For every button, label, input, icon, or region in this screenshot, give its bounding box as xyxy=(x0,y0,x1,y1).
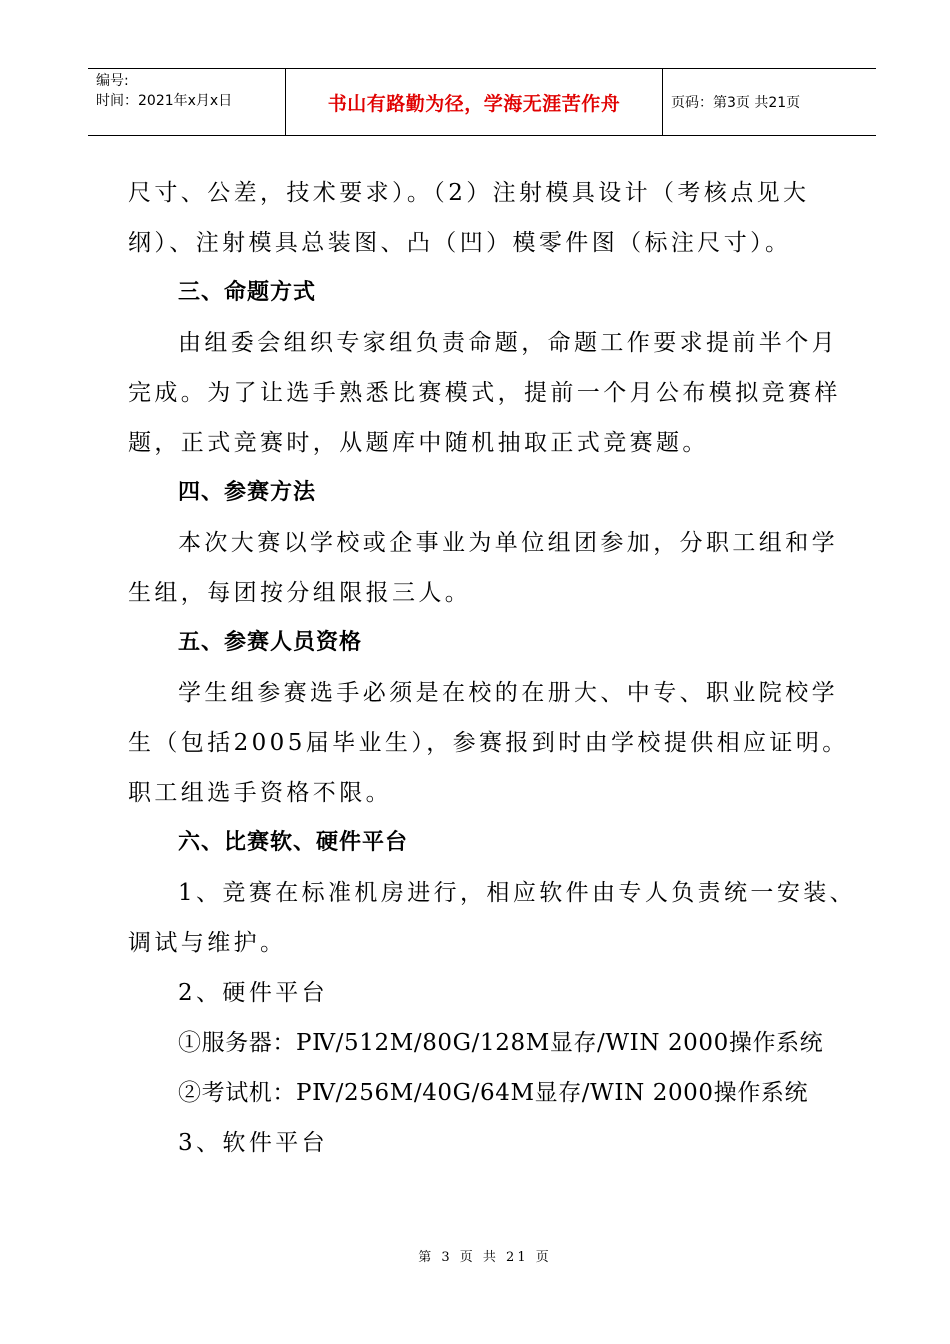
body-text-line: 3、软件平台 xyxy=(178,1130,329,1156)
section-heading-qualification: 五、参赛人员资格 xyxy=(178,630,363,655)
section-heading-proposition: 三、命题方式 xyxy=(178,280,317,305)
body-text-line: 生组，每团按分组限报三人。 xyxy=(128,580,472,606)
body-text-line: 本次大赛以学校或企事业为单位组团参加，分职工组和学 xyxy=(178,530,838,556)
header-meta xyxy=(88,69,286,135)
body-text-line: 1、竞赛在标准机房进行，相应软件由专人负责统一安装、 xyxy=(178,880,857,906)
header-motto: 书山有路勤为径，学海无涯苦作舟 xyxy=(286,69,663,135)
section-heading-entry-method: 四、参赛方法 xyxy=(178,480,317,505)
page-footer: 第 3 页 共 21 页 xyxy=(418,1250,552,1265)
body-text-line: 2、硬件平台 xyxy=(178,980,329,1006)
body-text-line: ②考试机：PⅣ/256M/40G/64M显存/WIN 2000操作系统 xyxy=(178,1080,809,1106)
body-text-line: 学生组参赛选手必须是在校的在册大、中专、职业院校学 xyxy=(178,680,838,706)
body-text-line: 生（包括2005届毕业生），参赛报到时由学校提供相应证明。 xyxy=(128,730,849,756)
body-text-line: 纲）、注射模具总装图、凸（凹）模零件图（标注尺寸）。 xyxy=(128,230,792,256)
body-text-line: 由组委会组织专家组负责命题，命题工作要求提前半个月 xyxy=(178,330,838,356)
section-heading-platform: 六、比赛软、硬件平台 xyxy=(178,830,409,855)
document-number-label: 编号: xyxy=(96,73,129,89)
page-header xyxy=(88,68,876,136)
body-text-line: ①服务器：PⅣ/512M/80G/128M显存/WIN 2000操作系统 xyxy=(178,1030,824,1056)
body-text-line: 尺寸、公差，技术要求）。（2）注射模具设计（考核点见大 xyxy=(128,180,810,206)
document-time-label: 时间：2021年x月x日 xyxy=(96,93,233,109)
body-text-line: 职工组选手资格不限。 xyxy=(128,780,392,806)
body-text-line: 题，正式竞赛时，从题库中随机抽取正式竞赛题。 xyxy=(128,430,709,456)
body-text-line: 完成。为了让选手熟悉比赛模式，提前一个月公布模拟竞赛样 xyxy=(128,380,841,406)
header-page-info: 页码：第3页 共21页 xyxy=(671,95,801,111)
body-text-line: 调试与维护。 xyxy=(128,930,287,956)
